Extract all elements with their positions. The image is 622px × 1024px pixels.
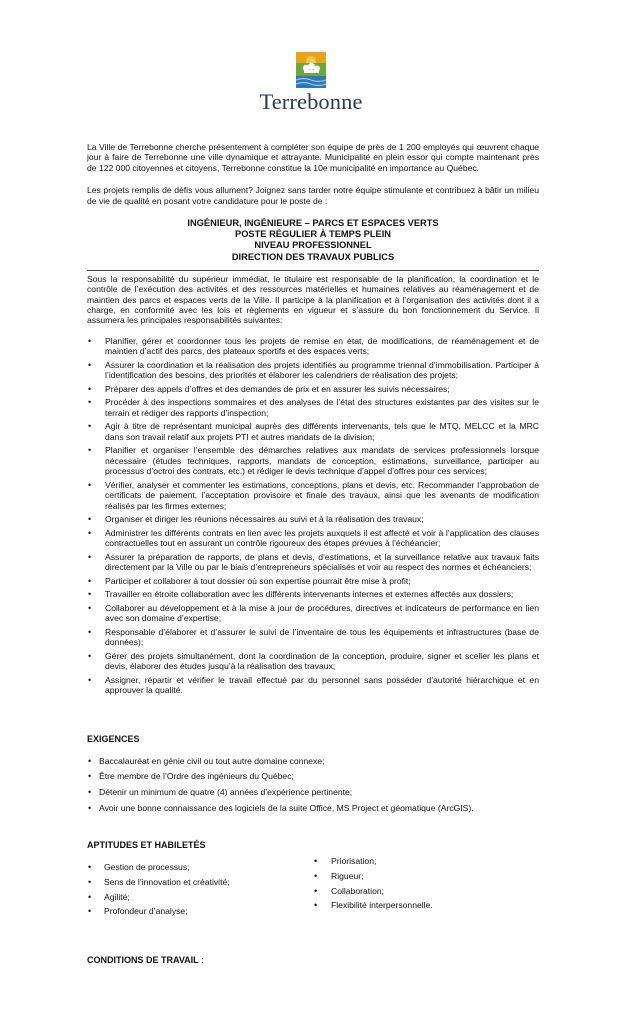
skills-list-left bbox=[87, 862, 313, 921]
list-item: • Travailler en étroite collaboration avec les différents intervenants internes et externes affectés aux dossiers; bbox=[87, 589, 539, 599]
list-item: • Profondeur d’analyse; bbox=[87, 906, 313, 916]
job-description: Sous la responsabilité du supérieur immédiat, le titulaire est responsable de la planification, la coordination et le contrôle de l’exécution des activités et des ressources matérielles et humaines relatives au réaménagement et de maintien des parcs et espaces verts de la Ville. Il participe à la planification et à l’organisation des activités dont il a charge, en conformité avec les lois et règlements en vigueur et s’assure du bon fonctionnement du Service. Il assumera les principales responsabilités suivantes: bbox=[87, 273, 539, 326]
list-item: • Agir à titre de représentant municipal auprès des différents intervenants, tels que le MTQ, MELCC et la MRC dans son travail relatif aux projets PTI et autres mandats de la division; bbox=[87, 421, 539, 442]
requirements-heading: EXIGENCES bbox=[87, 733, 140, 744]
list-item: • Baccalauréat en génie civil ou tout autre domaine connexe; bbox=[87, 756, 539, 766]
conditions-heading: CONDITIONS DE TRAVAIL : bbox=[87, 955, 204, 966]
list-item: • Préparer des appels d’offres et des demandes de prix et en assurer les suivis nécessaires; bbox=[87, 384, 539, 394]
requirements-list bbox=[87, 756, 539, 813]
terrebonne-emblem-icon bbox=[296, 52, 326, 88]
section-divider bbox=[87, 270, 539, 271]
intro-call-paragraph: Les projets remplis de défis vous allument? Joignez sans tarder notre équipe stimulante et contribuez à bâtir un milieu de vie de qualité en posant votre candidature pour le poste de : bbox=[87, 185, 539, 206]
responsibilities-list bbox=[87, 336, 539, 696]
intro-paragraph: La Ville de Terrebonne cherche présentement à compléter son équipe de près de 1 200 employés qui œuvrent chaque jour à faire de Terrebonne une ville dynamique et attrayante. Municipalité en plein essor qui compte maintenant près de 122 000 citoyennes et citoyens, Terrebonne constitue la 10e municipalité en importance au Québec. bbox=[87, 142, 539, 173]
list-item: • Flexibilité interpersonnelle. bbox=[313, 900, 539, 910]
list-item: • Participer et collaborer à tout dossier où son expertise pourrait être mise à profit; bbox=[87, 576, 539, 586]
list-item: • Responsable d’élaborer et d’assurer le suivi de l’inventaire de tous les équipements et infrastructures (base de données); bbox=[87, 627, 539, 648]
list-item: • Détenir un minimum de quatre (4) années d’expérience pertinente; bbox=[87, 787, 539, 797]
terrebonne-logo bbox=[0, 52, 622, 114]
skills-columns bbox=[87, 856, 539, 921]
list-item: • Gestion de processus; bbox=[87, 862, 313, 872]
list-item: • Assurer la coordination et la réalisation des projets identifiés au programme triennal d’immobilisation. Participer à l’identification des besoins, des priorités et élaborer les calendriers de réalisation des projets; bbox=[87, 360, 539, 381]
list-item: • Organiser et diriger les réunions nécessaires au suivi et à la réalisation des travaux; bbox=[87, 514, 539, 524]
list-item: • Gérer des projets simultanément, dont la coordination de la conception, produire, signer et sceller les plans et devis, élaborer des études jusqu’à la réalisation des travaux; bbox=[87, 651, 539, 672]
list-item: • Vérifier, analyser et commenter les estimations, conceptions, plans et devis, etc. Recommander l’approbation de certificats de paiement, l’acceptation provisoire et finale des travaux, ainsi que les avenants de modification réalisés par les firmes externes; bbox=[87, 480, 539, 511]
job-title: INGÉNIEUR, INGÉNIEURE – PARCS ET ESPACES VERTS bbox=[187, 218, 439, 229]
skills-heading: APTITUDES ET HABILETÉS bbox=[87, 840, 206, 851]
list-item: • Administrer les différents contrats en lien avec les projets auxquels il est affecté et voir à l’application des clauses contractuelles tout en assurant un contrôle rigoureux des étapes prévues à l’échéancier; bbox=[87, 528, 539, 549]
list-item: • Collaboration; bbox=[313, 886, 539, 896]
list-item: • Planifier et organiser l’ensemble des démarches relatives aux mandats de services professionnels lorsque nécessaire (études techniques, rapports, mandats de conception, estimations, surveillance, participer au processus d’octroi des contrats, etc.) et rédiger le devis technique d’appel d’offres pour ces services; bbox=[87, 445, 539, 476]
job-department: DIRECTION DES TRAVAUX PUBLICS bbox=[231, 251, 395, 262]
list-item: • Sens de l’innovation et créativité; bbox=[87, 877, 313, 887]
posting-content bbox=[87, 142, 539, 966]
list-item: • Assigner, répartir et vérifier le travail effectué par du personnel sans posséder d’autorité hiérarchique et en approuver la qualité. bbox=[87, 675, 539, 696]
list-item: • Être membre de l’Ordre des ingénieurs du Québec; bbox=[87, 771, 539, 781]
job-level: NIVEAU PROFESSIONNEL bbox=[254, 240, 372, 251]
list-item: • Priorisation; bbox=[313, 856, 539, 866]
list-item: • Planifier, gérer et coordonner tous les projets de remise en état, de modifications, de réaménagement et de maintien d’actif des parcs, des plateaux sportifs et des espaces verts; bbox=[87, 336, 539, 357]
list-item: • Procéder à des inspections sommaires et des analyses de l’état des structures existantes par des visites sur le terrain et rédiger des rapports d’inspection; bbox=[87, 397, 539, 418]
skills-list-right bbox=[313, 856, 539, 921]
list-item: • Collaborer au développement et à la mise à jour de procédures, directives et indicateurs de performance en lien avec son domaine d’expertise; bbox=[87, 603, 539, 624]
job-title-block bbox=[87, 218, 539, 263]
list-item: • Agilité; bbox=[87, 892, 313, 902]
logo-wordmark: Terrebonne bbox=[259, 89, 363, 114]
list-item: • Avoir une bonne connaissance des logiciels de la suite Office, MS Project et géomatique (ArcGIS). bbox=[87, 803, 539, 813]
job-status: POSTE RÉGULIER À TEMPS PLEIN bbox=[235, 229, 391, 240]
list-item: • Assurer la préparation de rapports, de plans et devis, d’estimations, et la surveillance relative aux travaux faits directement par la Ville ou par le biais d’entrepreneurs spécialisés et voir au respect des normes et échéanciers; bbox=[87, 552, 539, 573]
list-item: • Rigueur; bbox=[313, 871, 539, 881]
